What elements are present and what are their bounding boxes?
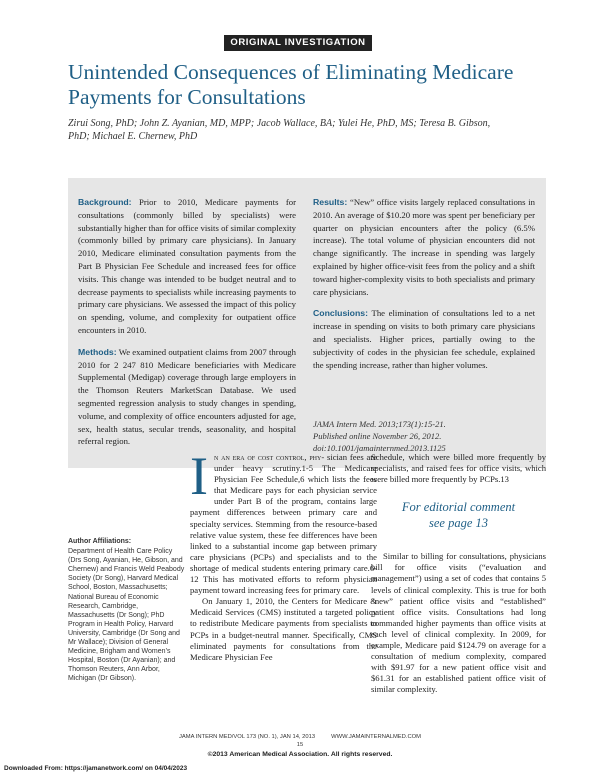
conclusions-label: Conclusions: (313, 308, 369, 319)
section-banner: ORIGINAL INVESTIGATION (224, 35, 372, 51)
drop-cap: I (190, 446, 208, 506)
body-column-1 (190, 446, 377, 663)
article-title: Unintended Consequences of Eliminating Medicare Payments for Consultations (68, 60, 514, 109)
abstract-results (313, 196, 535, 298)
author-affiliations (68, 537, 186, 684)
editorial-comment[interactable] (371, 499, 546, 531)
citation-block (313, 418, 535, 454)
affiliations-text: Department of Health Care Policy (Drs Song, Ayanian, He, Gibson, and Chernew) and Francis Weld Peabody Society (Dr Song), Harvard Medical School, Boston, Massachusetts; National Bureau of Economic Research, Cambridge, Massachusetts (Dr Song); PhD Program in Health Policy, Harvard University, Cambridge (Dr Song and Mr Wallace); Division of General Medicine, Brigham and Women’s Hospital, Boston (Dr Ayanian); and Thomson Reuters, Ann Arbor, Michigan (Dr Gibson). (68, 548, 185, 683)
methods-label: Methods: (78, 346, 117, 357)
methods-text: We examined outpatient claims from 2007 through 2010 for 2 247 810 Medicare beneficiaries with Medicare Supplemental (Medigap) coverage through large employers in the Thomson Reuters MarketScan Database. We used segmented regression analysis to study changes in spending, volume, and complexity of office encounters adjusted for age, sex, health status, secular trends, seasonality, and hospital referral region. (78, 346, 296, 447)
background-text: Prior to 2010, Medicare payments for consultations (commonly billed by specialists) were substantially higher than for office visits of similar complexity (commonly billed by primary care physicians). In January 2010, Medicare eliminated consultation payments from the Part B Physician Fee Schedule and increased fees for office visits. This change was intended to be budget neutral and to decrease payments to specialists while increasing payments to primary care physicians. We assessed the impact of this policy on spending, volume, and complexity for outpatient office encounters in 2010. (78, 197, 296, 335)
abstract-background (78, 196, 296, 337)
conclusions-text: The elimination of consultations led to a net increase in spending on visits to both primary care physicians and specialists. Higher prices, partially owing to the subjectivity of codes in the physician fee schedule, explained the spending increase, rather than higher volumes. (313, 308, 535, 370)
col3-paragraph-2: Similar to billing for consultations, physicians bill for office visits (“evaluation and management”) using a set of codes that contains 5 levels of clinical complexity. This is true for both “new” patient office visits and “established” patient office visits. Consultations had long commanded higher payments than office visits at each level of clinical complexity. In 2009, for example, Medicare paid $124.79 on average for a consultation of medium complexity, compared with $91.97 for a new patient office visit and $61.31 for an established patient office visit of similar complexity. (371, 551, 546, 695)
body-paragraph-2: On January 1, 2010, the Centers for Medicare & Medicaid Services (CMS) instituted a targeted policy to redistribute Medicare payments from specialists to PCPs in a budget-neutral manner. Specifically, CMS eliminated payments for consultations from the Medicare Physician Fee (190, 596, 377, 662)
author-list: Zirui Song, PhD; John Z. Ayanian, MD, MPP; Jacob Wallace, BA; Yulei He, PhD, MS; Teresa B. Gibson, PhD; Michael E. Chernew, PhD (68, 118, 491, 142)
abstract-right-column (313, 196, 535, 380)
abstract-conclusions (313, 307, 535, 371)
editorial-line-2: see page 13 (428, 516, 488, 531)
background-label: Background: (78, 197, 132, 207)
col3-paragraph-1: Schedule, which were billed more frequently by specialists, and raised fees for office visits, which were billed more frequently by PCPs.13 (371, 452, 546, 485)
citation-published: Published online November 26, 2012. (313, 431, 442, 441)
abstract-left-column (78, 196, 296, 457)
body-paragraph-1 (190, 446, 377, 596)
results-label: Results: (313, 197, 348, 207)
page-number: 15 (296, 742, 304, 748)
results-text: “New” office visits largely replaced consultations in 2010. An average of $10.20 more was spent per beneficiary per quarter on physician encounters after the policy (6.5% increase). The total volume of physician encounters did not change significantly. The increase in spending was largely explained by higher office-visit fees from the policy and a shift toward higher-complexity visits to both specialists and primary care physicians. (313, 197, 536, 297)
running-footer: JAMA INTERN MED/VOL 173 (NO. 1), JAN 14, 2013 WWW.JAMAINTERNALMED.COM (178, 734, 421, 740)
para1-text: sician fees are under heavy scrutiny.1-5 The Medicare Physician Fee Schedule,6 which lists the fees that Medicare pays for each physician service under Part B of the program, contains large payment differences between primary care and specialty services. Stemming from the resource-based relative value system, these fee differences have been linked to a substantial income gap between primary care physicians (PCPs) and specialists and to the shortage of medical students entering primary care.6-12 This has motivated efforts to reform physician payment toward increasing fees for primary care. (190, 452, 377, 596)
citation-doi[interactable]: doi:10.1001/jamainternmed.2013.1125 (313, 443, 446, 453)
affiliations-heading: Author Affiliations: (68, 538, 132, 545)
body-column-2 (371, 452, 546, 696)
editorial-line-1: For editorial comment (401, 500, 516, 515)
para1-lead: n an era of cost control, phy- (213, 452, 325, 462)
citation-journal: JAMA Intern Med. 2013;173(1):15-21. (313, 419, 446, 429)
abstract-methods (78, 346, 296, 448)
copyright-notice: ©2013 American Medical Association. All rights reserved. (207, 751, 393, 758)
download-stamp: Downloaded From: https://jamanetwork.com/ on 04/04/2023 (4, 765, 188, 772)
